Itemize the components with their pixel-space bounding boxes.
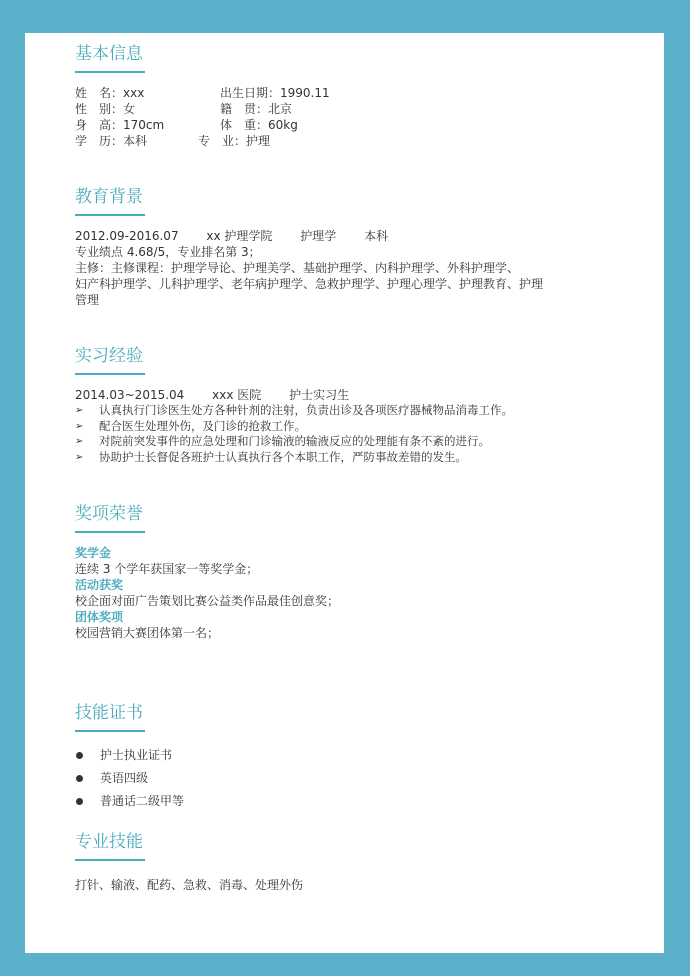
education-courses-line: 管理 [75, 293, 100, 307]
duty-text: 配合医生处理外伤，及门诊的抢救工作。 [99, 418, 306, 433]
skills-section [75, 831, 635, 893]
bullet-dot-icon [76, 798, 83, 805]
education-degree: 本科 [364, 229, 389, 243]
info-major: 专 业：护理 [198, 134, 271, 148]
arrow-bullet-icon: ➢ [75, 451, 84, 463]
info-row [75, 133, 635, 149]
info-row [75, 101, 635, 117]
education-gpa: 专业绩点 4.68/5，专业排名第 3； [75, 245, 261, 259]
arrow-bullet-icon: ➢ [75, 420, 84, 432]
education-period: 2012.09-2016.07 [75, 229, 179, 243]
duty-text: 认真执行门诊医生处方各种针剂的注射，负责出诊及各项医疗器械物品消毒工作。 [99, 403, 513, 417]
info-education: 学 历：本科 [75, 134, 148, 148]
education-major: 护理学 [300, 229, 337, 243]
arrow-bullet-icon: ➢ [75, 405, 84, 416]
education-section [75, 186, 635, 308]
resume-page [25, 33, 664, 953]
internship-org: xxx 医院 [212, 388, 262, 402]
education-school: xx 护理学院 [206, 229, 273, 243]
cert-text: 普通话二级甲等 [100, 794, 185, 808]
internship-title: 实习经验 [75, 345, 145, 375]
list-item [75, 403, 635, 419]
list-item [75, 419, 635, 435]
basic-info-section [75, 43, 635, 149]
certs-title: 技能证书 [75, 702, 145, 732]
info-birth: 出生日期：1990.11 [220, 86, 330, 100]
internship-section [75, 345, 635, 465]
info-height: 身 高：170cm [75, 118, 165, 132]
info-hometown: 籍 贯：北京 [220, 102, 293, 116]
skills-title: 专业技能 [75, 831, 145, 861]
list-item [75, 450, 635, 466]
list-item [75, 434, 635, 450]
list-item [75, 744, 635, 767]
basic-info-title: 基本信息 [75, 43, 145, 73]
certs-section [75, 702, 635, 813]
internship-period: 2014.03~2015.04 [75, 388, 185, 402]
award-desc: 校园营销大赛团体第一名； [75, 626, 220, 640]
awards-section [75, 503, 635, 641]
award-category: 团体奖项 [75, 610, 124, 624]
duty-text: 协助护士长督促各班护士认真执行各个本职工作，严防事故差错的发生。 [99, 449, 467, 464]
bullet-dot-icon [76, 775, 83, 782]
info-weight: 体 重：60kg [220, 118, 298, 132]
list-item [75, 790, 635, 813]
award-desc: 连续 3 个学年获国家一等奖学金； [75, 562, 259, 576]
info-name: 姓 名：xxx [75, 86, 145, 100]
award-category: 奖学金 [75, 546, 112, 560]
cert-text: 英语四级 [100, 771, 149, 785]
award-desc: 校企面对面广告策划比赛公益类作品最佳创意奖； [75, 594, 340, 608]
info-gender: 性 别：女 [75, 102, 136, 116]
info-row [75, 117, 635, 133]
skills-text: 打针、输液、配药、急救、消毒、处理外伤 [75, 878, 304, 892]
education-courses-line: 妇产科护理学、儿科护理学、老年病护理学、急救护理学、护理心理学、护理教育、护理 [75, 277, 544, 291]
award-category: 活动获奖 [75, 578, 124, 592]
duty-text: 对院前突发事件的应急处理和门诊输液的输液反应的处理能有条不紊的进行。 [99, 434, 490, 448]
education-title: 教育背景 [75, 186, 145, 216]
internship-role: 护士实习生 [289, 388, 350, 402]
bullet-dot-icon [76, 752, 83, 759]
info-row [75, 85, 635, 101]
list-item [75, 767, 635, 790]
internship-duty-list [75, 403, 635, 465]
education-line [75, 228, 635, 244]
internship-line [75, 387, 635, 403]
education-courses-line: 主修：主修课程：护理学导论、护理美学、基础护理学、内科护理学、外科护理学、 [75, 261, 520, 275]
arrow-bullet-icon: ➢ [75, 436, 84, 447]
cert-list [75, 744, 635, 813]
cert-text: 护士执业证书 [100, 748, 173, 762]
awards-title: 奖项荣誉 [75, 503, 145, 533]
